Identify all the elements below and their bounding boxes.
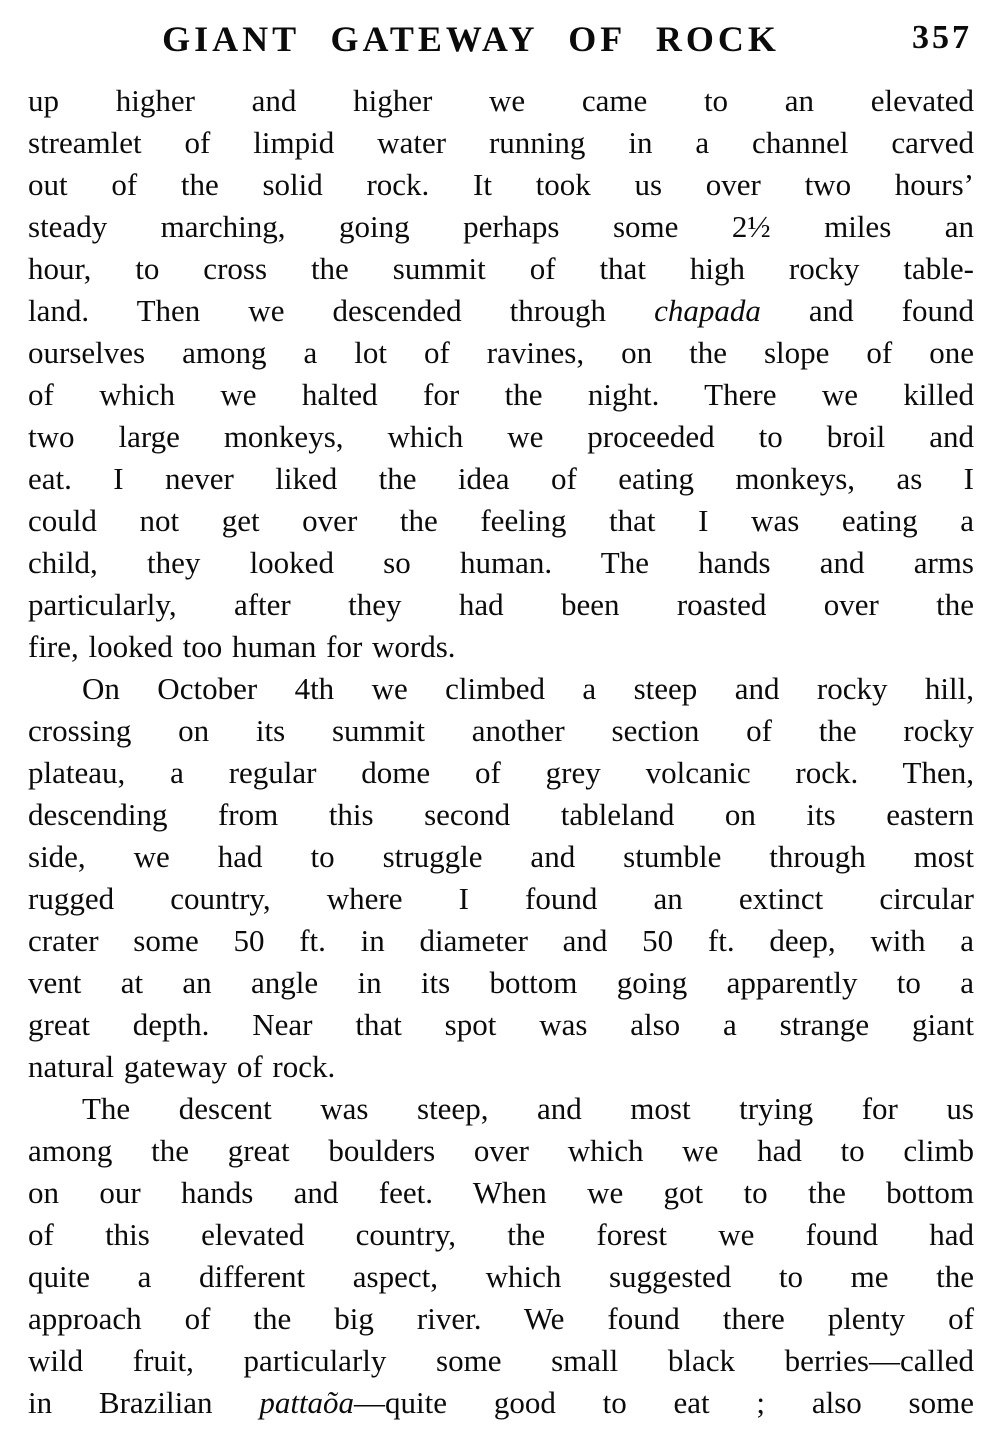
- text-segment: particularly, after they had been roasted over the: [28, 587, 974, 622]
- page-number: 357: [912, 19, 972, 56]
- text-line: [28, 416, 974, 458]
- text-line: [28, 1046, 974, 1088]
- text-segment: quite a different aspect, which suggested to me the: [28, 1259, 974, 1294]
- text-segment: descending from this second tableland on its eastern: [28, 797, 974, 832]
- text-segment: The descent was steep, and most trying for us: [82, 1091, 974, 1126]
- text-segment: hour, to cross the summit of that high rocky table-: [28, 251, 974, 286]
- text-line: [28, 1130, 974, 1172]
- text-line: [28, 1004, 974, 1046]
- text-segment: great depth. Near that spot was also a strange giant: [28, 1007, 974, 1042]
- text-line: [28, 710, 974, 752]
- text-line: [28, 962, 974, 1004]
- text-line: [28, 794, 974, 836]
- text-segment: in Brazilian: [28, 1385, 260, 1420]
- text-block: [28, 80, 974, 1424]
- text-segment: land. Then we descended through: [28, 293, 655, 328]
- text-line: [28, 500, 974, 542]
- text-segment: streamlet of limpid water running in a channel carved: [28, 125, 974, 160]
- text-line: [28, 1214, 974, 1256]
- text-segment: fire, looked too human for words.: [28, 629, 456, 664]
- text-line: [28, 584, 974, 626]
- text-line: [28, 248, 974, 290]
- italic-term: pattaõa: [259, 1385, 355, 1420]
- text-segment: child, they looked so human. The hands and arms: [28, 545, 974, 580]
- text-segment: out of the solid rock. It took us over two hours’: [28, 167, 974, 202]
- italic-term: chapada: [654, 293, 761, 328]
- text-line: [28, 1382, 974, 1424]
- text-segment: could not get over the feeling that I was eating a: [28, 503, 974, 538]
- text-segment: steady marching, going perhaps some 2½ miles an: [28, 209, 974, 244]
- text-segment: eat. I never liked the idea of eating monkeys, as I: [28, 461, 974, 496]
- text-segment: natural gateway of rock.: [28, 1049, 336, 1084]
- text-segment: on our hands and feet. When we got to the bottom: [28, 1175, 974, 1210]
- text-line: [28, 752, 974, 794]
- text-segment: and found: [760, 293, 974, 328]
- text-segment: plateau, a regular dome of grey volcanic rock. Then,: [28, 755, 974, 790]
- text-line: [28, 920, 974, 962]
- running-head: [28, 18, 974, 64]
- text-line: [28, 1088, 974, 1130]
- text-segment: side, we had to struggle and stumble through most: [28, 839, 974, 874]
- text-segment: of this elevated country, the forest we found had: [28, 1217, 974, 1252]
- text-segment: crossing on its summit another section of the rocky: [28, 713, 974, 748]
- text-line: [28, 1172, 974, 1214]
- text-line: [28, 1256, 974, 1298]
- text-segment: wild fruit, particularly some small black berries—called: [28, 1343, 974, 1378]
- text-segment: rugged country, where I found an extinct circular: [28, 881, 974, 916]
- text-line: [28, 668, 974, 710]
- text-segment: —quite good to eat ; also some: [354, 1385, 974, 1420]
- text-line: [28, 458, 974, 500]
- text-line: [28, 206, 974, 248]
- text-segment: up higher and higher we came to an elevated: [28, 83, 974, 118]
- text-line: [28, 332, 974, 374]
- text-segment: of which we halted for the night. There we killed: [28, 377, 974, 412]
- text-line: [28, 290, 974, 332]
- text-line: [28, 80, 974, 122]
- text-segment: approach of the big river. We found there plenty of: [28, 1301, 974, 1336]
- text-line: [28, 1340, 974, 1382]
- text-segment: among the great boulders over which we had to climb: [28, 1133, 974, 1168]
- text-segment: ourselves among a lot of ravines, on the slope of one: [28, 335, 974, 370]
- text-segment: vent at an angle in its bottom going apparently to a: [28, 965, 974, 1000]
- text-line: [28, 122, 974, 164]
- text-line: [28, 626, 974, 668]
- text-line: [28, 374, 974, 416]
- text-line: [28, 164, 974, 206]
- text-line: [28, 542, 974, 584]
- text-line: [28, 878, 974, 920]
- text-segment: two large monkeys, which we proceeded to broil and: [28, 419, 974, 454]
- text-line: [28, 836, 974, 878]
- text-segment: On October 4th we climbed a steep and rocky hill,: [82, 671, 974, 706]
- page-title: GIANT GATEWAY OF ROCK: [162, 19, 780, 59]
- text-segment: crater some 50 ft. in diameter and 50 ft. deep, with a: [28, 923, 974, 958]
- text-line: [28, 1298, 974, 1340]
